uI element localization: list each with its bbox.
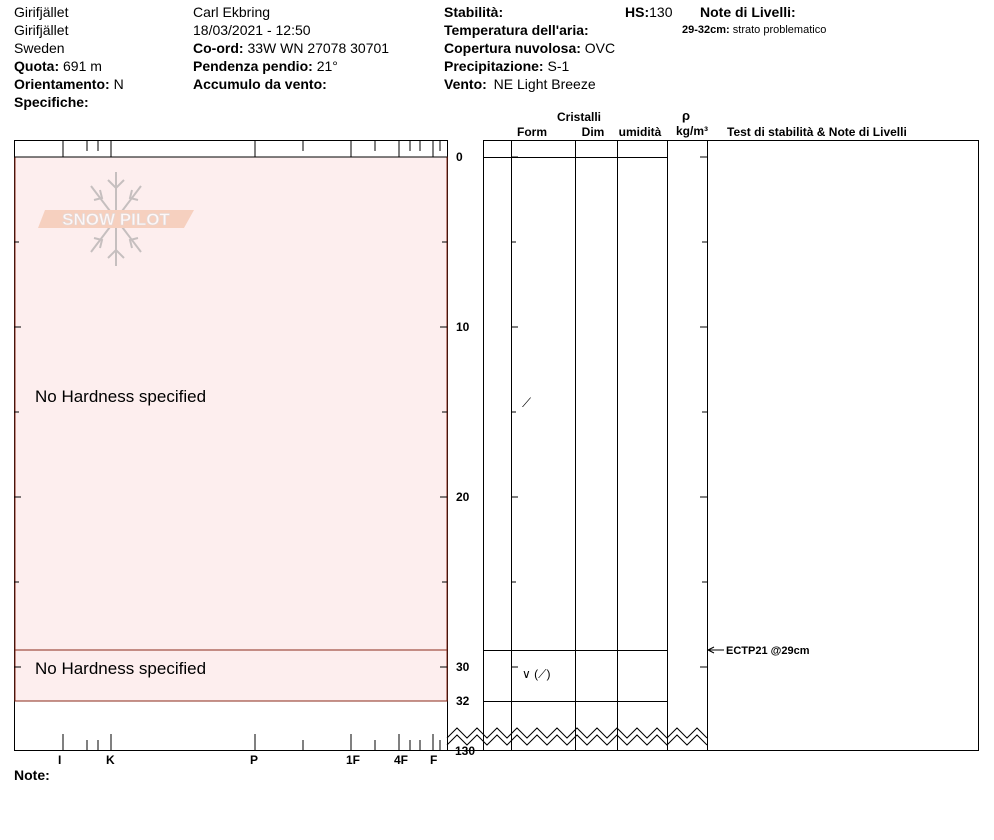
depth-label-20: 20 [456, 490, 470, 504]
accumulo-label: Accumulo da vento: [193, 76, 327, 92]
note-label: Note: [14, 767, 50, 783]
hs-value: 130 [649, 4, 673, 20]
quota-label: Quota: [14, 58, 60, 74]
density-symbol: ρ [681, 108, 691, 123]
country: Sweden [14, 40, 65, 56]
stabilita-label: Stabilità: [444, 4, 504, 20]
range: Girifjället [14, 22, 69, 38]
location: Girifjället [14, 4, 69, 20]
layer-note-range: 29-32cm: [682, 24, 730, 36]
cristalli-header: Cristalli [556, 110, 601, 124]
cloud-value: OVC [584, 40, 616, 56]
form-header: Form [517, 125, 547, 139]
layer-notes-label: Note di Livelli: [700, 4, 796, 20]
hardness-label-F: F [430, 753, 438, 767]
orientation-label: Orientamento: [14, 76, 110, 92]
stability-test-note: ECTP21 @29cm [726, 645, 810, 657]
datetime: 18/03/2021 - 12:50 [193, 22, 311, 38]
pendenza-label: Pendenza pendio: [193, 58, 313, 74]
wind-value: NE Light Breeze [493, 76, 596, 92]
umidita-header: umidità [618, 125, 662, 139]
logo-text: SNOW PILOT [62, 210, 170, 229]
wind-label: Vento: [444, 76, 487, 92]
cloud-label: Copertura nuvolosa: [444, 40, 581, 56]
stability-test-header: Test di stabilità & Note di Livelli [727, 125, 907, 139]
density-unit: kg/m³ [675, 124, 708, 138]
depth-label-0: 0 [456, 150, 463, 164]
orientation-value: N [113, 76, 124, 92]
precip-label: Precipitazione: [444, 58, 544, 74]
layer-note-text: strato problematico [732, 24, 827, 36]
quota-value: 691 m [63, 58, 102, 74]
dim-header: Dim [581, 125, 605, 139]
layer-1-form-symbol: ⟋ [522, 395, 532, 410]
coord-label: Co-ord: [193, 40, 244, 56]
precip-value: S-1 [547, 58, 570, 74]
layer-2-form-symbol: ∨ (⟋) [522, 667, 551, 681]
depth-label-10: 10 [456, 320, 470, 334]
hardness-label-1F: 1F [346, 753, 361, 767]
depth-label-32: 32 [456, 694, 470, 708]
depth-label-30: 30 [456, 660, 470, 674]
specifiche-label: Specifiche: [14, 94, 89, 110]
depth-label-130: 130 [455, 744, 476, 758]
pendenza-value: 21° [316, 58, 338, 74]
temperature-label: Temperatura dell'aria: [444, 22, 589, 38]
hardness-label-I: I [58, 753, 62, 767]
observer: Carl Ekbring [193, 4, 271, 20]
coord-value: 33W WN 27078 30701 [247, 40, 390, 56]
layer-2-hardness-text: No Hardness specified [35, 659, 207, 678]
hardness-label-K: K [106, 753, 115, 767]
hardness-label-4F: 4F [394, 753, 409, 767]
hardness-label-P: P [250, 753, 259, 767]
layer-1-hardness-text: No Hardness specified [35, 387, 207, 406]
hs-label: HS: [625, 4, 650, 20]
crystal-table-frame [484, 141, 979, 751]
